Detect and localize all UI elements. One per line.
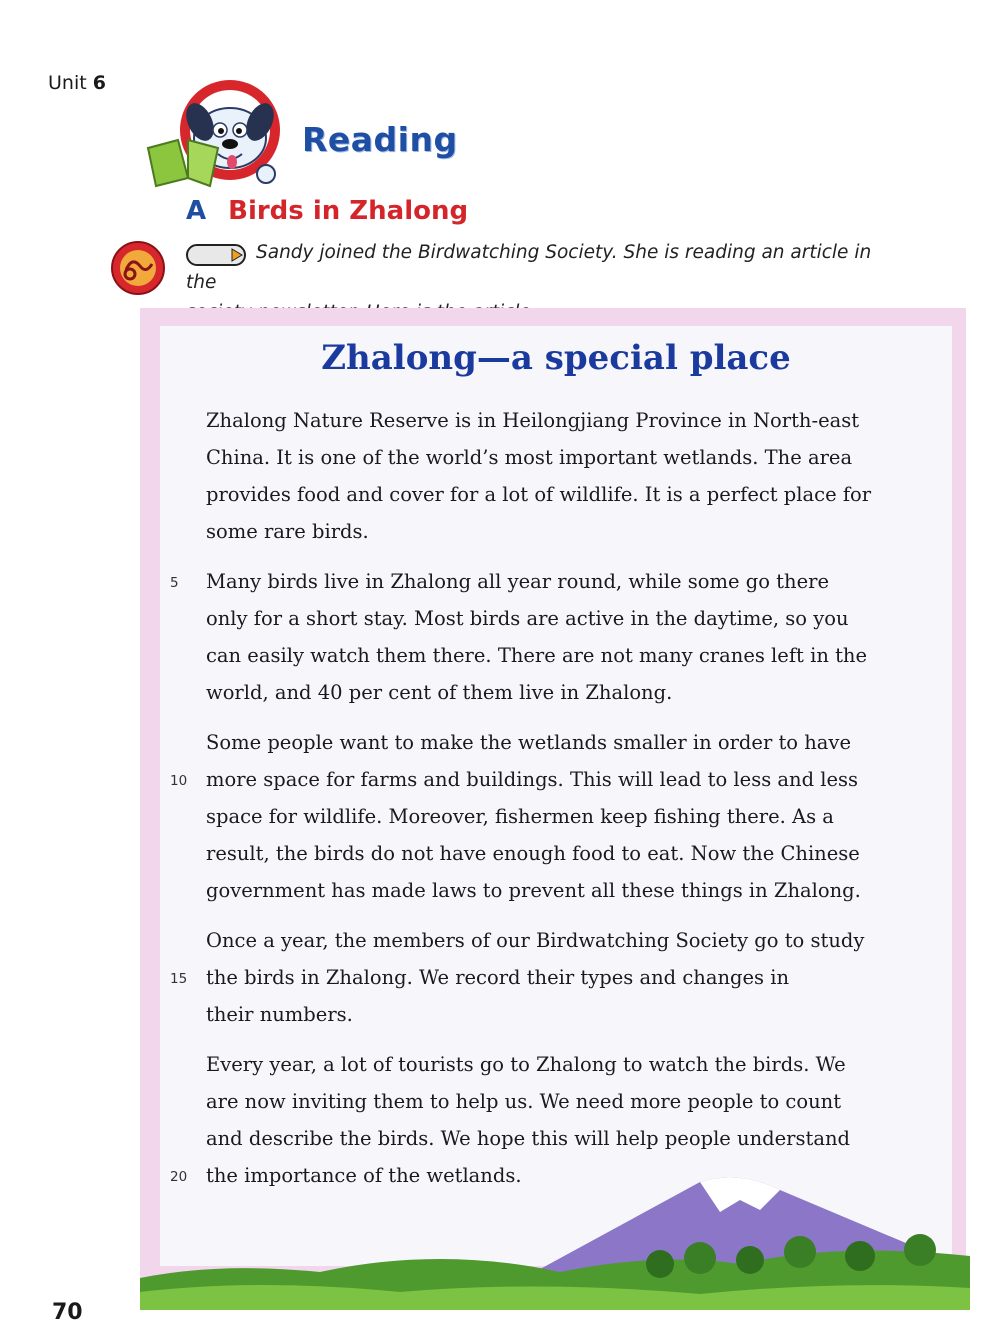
line-number: 10 [170,773,188,789]
text-line: Zhalong Nature Reserve is in Heilongjiang Province in North-east [206,409,860,432]
text-line: result, the birds do not have enough food to eat. Now the Chinese [206,842,860,865]
part-title [186,196,468,226]
text-line: space for wildlife. Moreover, fishermen keep fishing there. As a [206,805,834,828]
article-paragraph-5 [206,1046,906,1194]
article-paragraph-3 [206,724,906,909]
text-line: China. It is one of the world’s most important wetlands. The area [206,446,853,469]
text-line: Every year, a lot of tourists go to Zhalong to watch the birds. We [206,1053,846,1076]
text-line: world, and 40 per cent of them live in Zhalong. [206,681,673,704]
unit-label-text: Unit [48,72,87,94]
text-line: Some people want to make the wetlands smaller in order to have [206,731,851,754]
text-line: Once a year, the members of our Birdwatching Society go to study [206,929,865,952]
article-title: Zhalong—a special place [321,338,791,378]
text-line: more space for farms and buildings. This will lead to less and less [206,768,859,791]
text-line: and describe the birds. We hope this will help people understand [206,1127,851,1150]
line-number: 20 [170,1169,188,1185]
text-line: can easily watch them there. There are not many cranes left in the [206,644,868,667]
line-number: 15 [170,971,188,987]
article-paragraph-4 [206,922,906,1033]
text-line: Many birds live in Zhalong all year round, while some go there [206,570,829,593]
text-line: only for a short stay. Most birds are active in the daytime, so you [206,607,849,630]
text-line: provides food and cover for a lot of wildlife. It is a perfect place for [206,483,872,506]
text-line: the birds in Zhalong. We record their types and changes in [206,966,790,989]
text-line: government has made laws to prevent all these things in Zhalong. [206,879,861,902]
unit-label [48,72,106,94]
line-number: 5 [170,575,179,591]
intro-line-1: Sandy joined the Birdwatching Society. She is reading an article in the [186,242,872,293]
unit-number: 6 [92,72,106,94]
text-line: their numbers. [206,1003,353,1026]
page-number: 70 [52,1300,83,1325]
text-line: the importance of the wetlands. [206,1164,522,1187]
dog-mascot-icon [138,78,298,193]
article-paragraph-2 [206,563,906,711]
section-heading: Reading [302,120,458,159]
text-line: some rare birds. [206,520,369,543]
part-title-text: Birds in Zhalong [228,196,469,226]
article-paragraph-1 [206,402,906,550]
part-letter: A [186,196,207,226]
audio-cd-icon [104,240,176,296]
text-line: are now inviting them to help us. We need more people to count [206,1090,842,1113]
